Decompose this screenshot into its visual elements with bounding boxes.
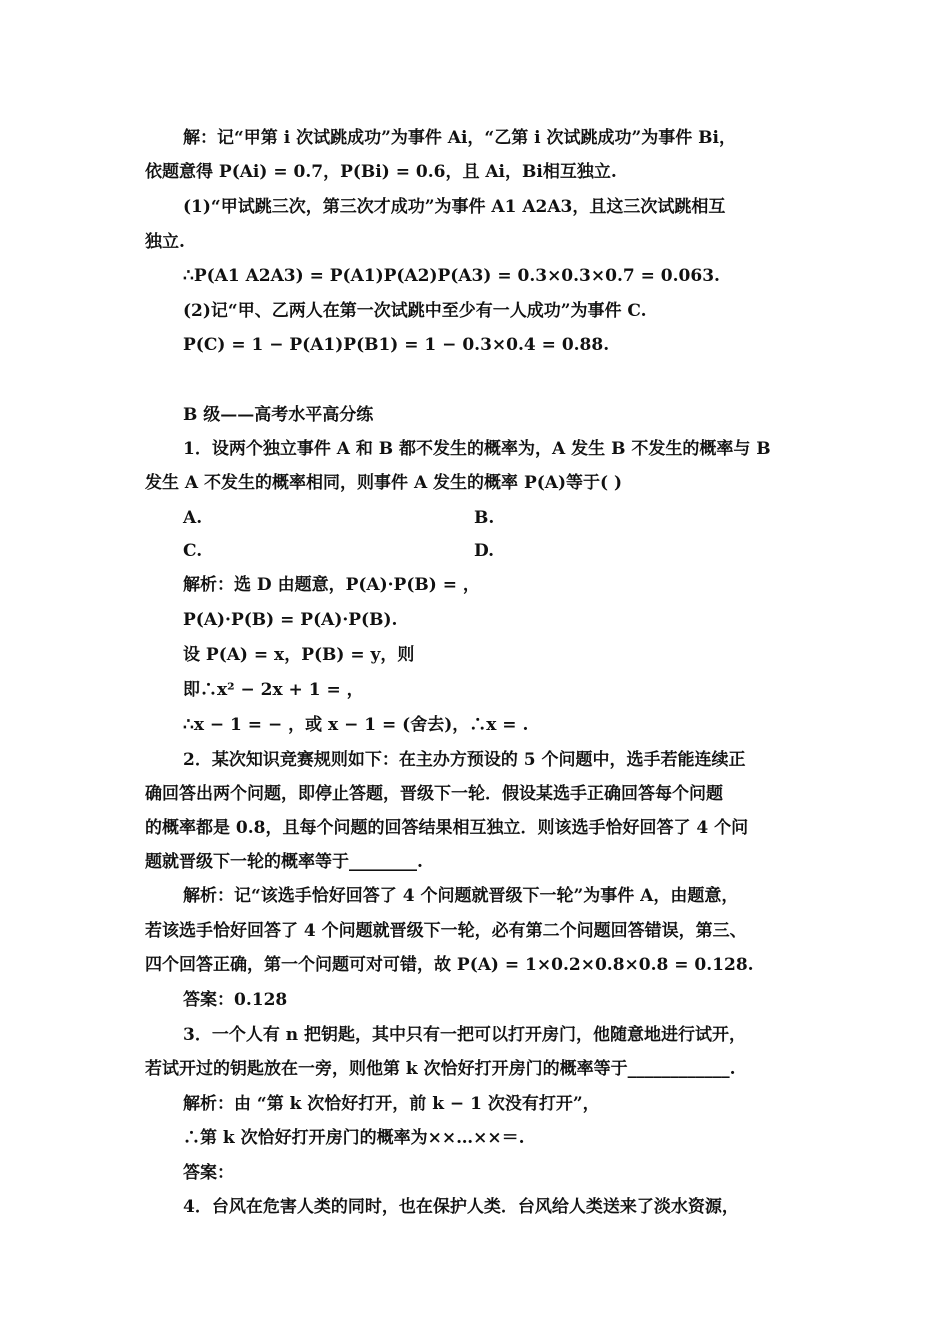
text-line: 的概率都是 0.8，且每个问题的回答结果相互独立．则该选手恰好回答了 4 个问 [145,818,749,838]
answer-line: 答案： [183,1163,234,1183]
text-line: 若试开过的钥匙放在一旁，则他第 k 次恰好打开房门的概率等于____________. [145,1059,736,1079]
text-line: 发生 A 不发生的概率相同，则事件 A 发生的概率 P(A)等于( ) [145,473,623,493]
section-heading: B 级——高考水平高分练 [183,405,374,425]
text-line: 题就晋级下一轮的概率等于________. [145,852,423,872]
text-line: 四个回答正确，第一个问题可对可错，故 P(A) = 1×0.2×0.8×0.8 = 0.128. [145,955,754,975]
text-line: (2)记“甲、乙两人在第一次试跳中至少有一人成功”为事件 C. [183,301,647,321]
text-line: 解析：选 D 由题意，P(A)·P(B) = ， [183,575,480,595]
choice-d: D. [474,541,495,561]
text-line: 设 P(A) = x，P(B) = y，则 [183,645,415,665]
text-line: 4．台风在危害人类的同时，也在保护人类．台风给人类送来了淡水资源， [183,1197,739,1217]
text-line: 独立. [145,232,185,252]
text-line: 1．设两个独立事件 A 和 B 都不发生的概率为，A 发生 B 不发生的概率与 B [183,439,771,459]
text-line: ∴x − 1 = − ，或 x − 1 = (舍去)，∴x = . [183,715,529,735]
text-line: 解析：记“该选手恰好回答了 4 个问题就晋级下一轮”为事件 A，由题意， [183,886,739,906]
answer-line: 答案：0.128 [183,990,288,1010]
choice-c: C. [183,541,203,561]
text-line: 3．一个人有 n 把钥匙，其中只有一把可以打开房门，他随意地进行试开， [183,1025,747,1045]
text-line: 确回答出两个问题，即停止答题，晋级下一轮．假设某选手正确回答每个问题 [145,784,723,804]
text-line: P(C) = 1 − P(A1)P(B1) = 1 − 0.3×0.4 = 0.88. [183,335,610,355]
choice-b: B. [474,508,495,528]
text-line: ∴P(A1 A2A3) = P(A1)P(A2)P(A3) = 0.3×0.3×0.7 = 0.063. [183,266,720,286]
text-line: ∴第 k 次恰好打开房门的概率为××…××＝. [183,1128,525,1148]
choice-a: A. [183,508,203,528]
text-line: 解析：由 “第 k 次恰好打开，前 k − 1 次没有打开”， [183,1094,600,1114]
text-line: 2．某次知识竞赛规则如下：在主办方预设的 5 个问题中，选手若能连续正 [183,750,746,770]
text-line: 解：记“甲第 i 次试跳成功”为事件 Ai，“乙第 i 次试跳成功”为事件 Bi， [183,128,737,148]
text-line: 即∴x² − 2x + 1 = ， [183,680,364,700]
text-line: 若该选手恰好回答了 4 个问题就晋级下一轮，必有第二个问题回答错误，第三、 [145,921,747,941]
text-line: P(A)·P(B) = P(A)·P(B). [183,610,398,630]
text-line: (1)“甲试跳三次，第三次才成功”为事件 A1 A2A3，且这三次试跳相互 [183,197,726,217]
text-line: 依题意得 P(Ai) = 0.7，P(Bi) = 0.6，且 Ai，Bi相互独立. [145,162,617,182]
